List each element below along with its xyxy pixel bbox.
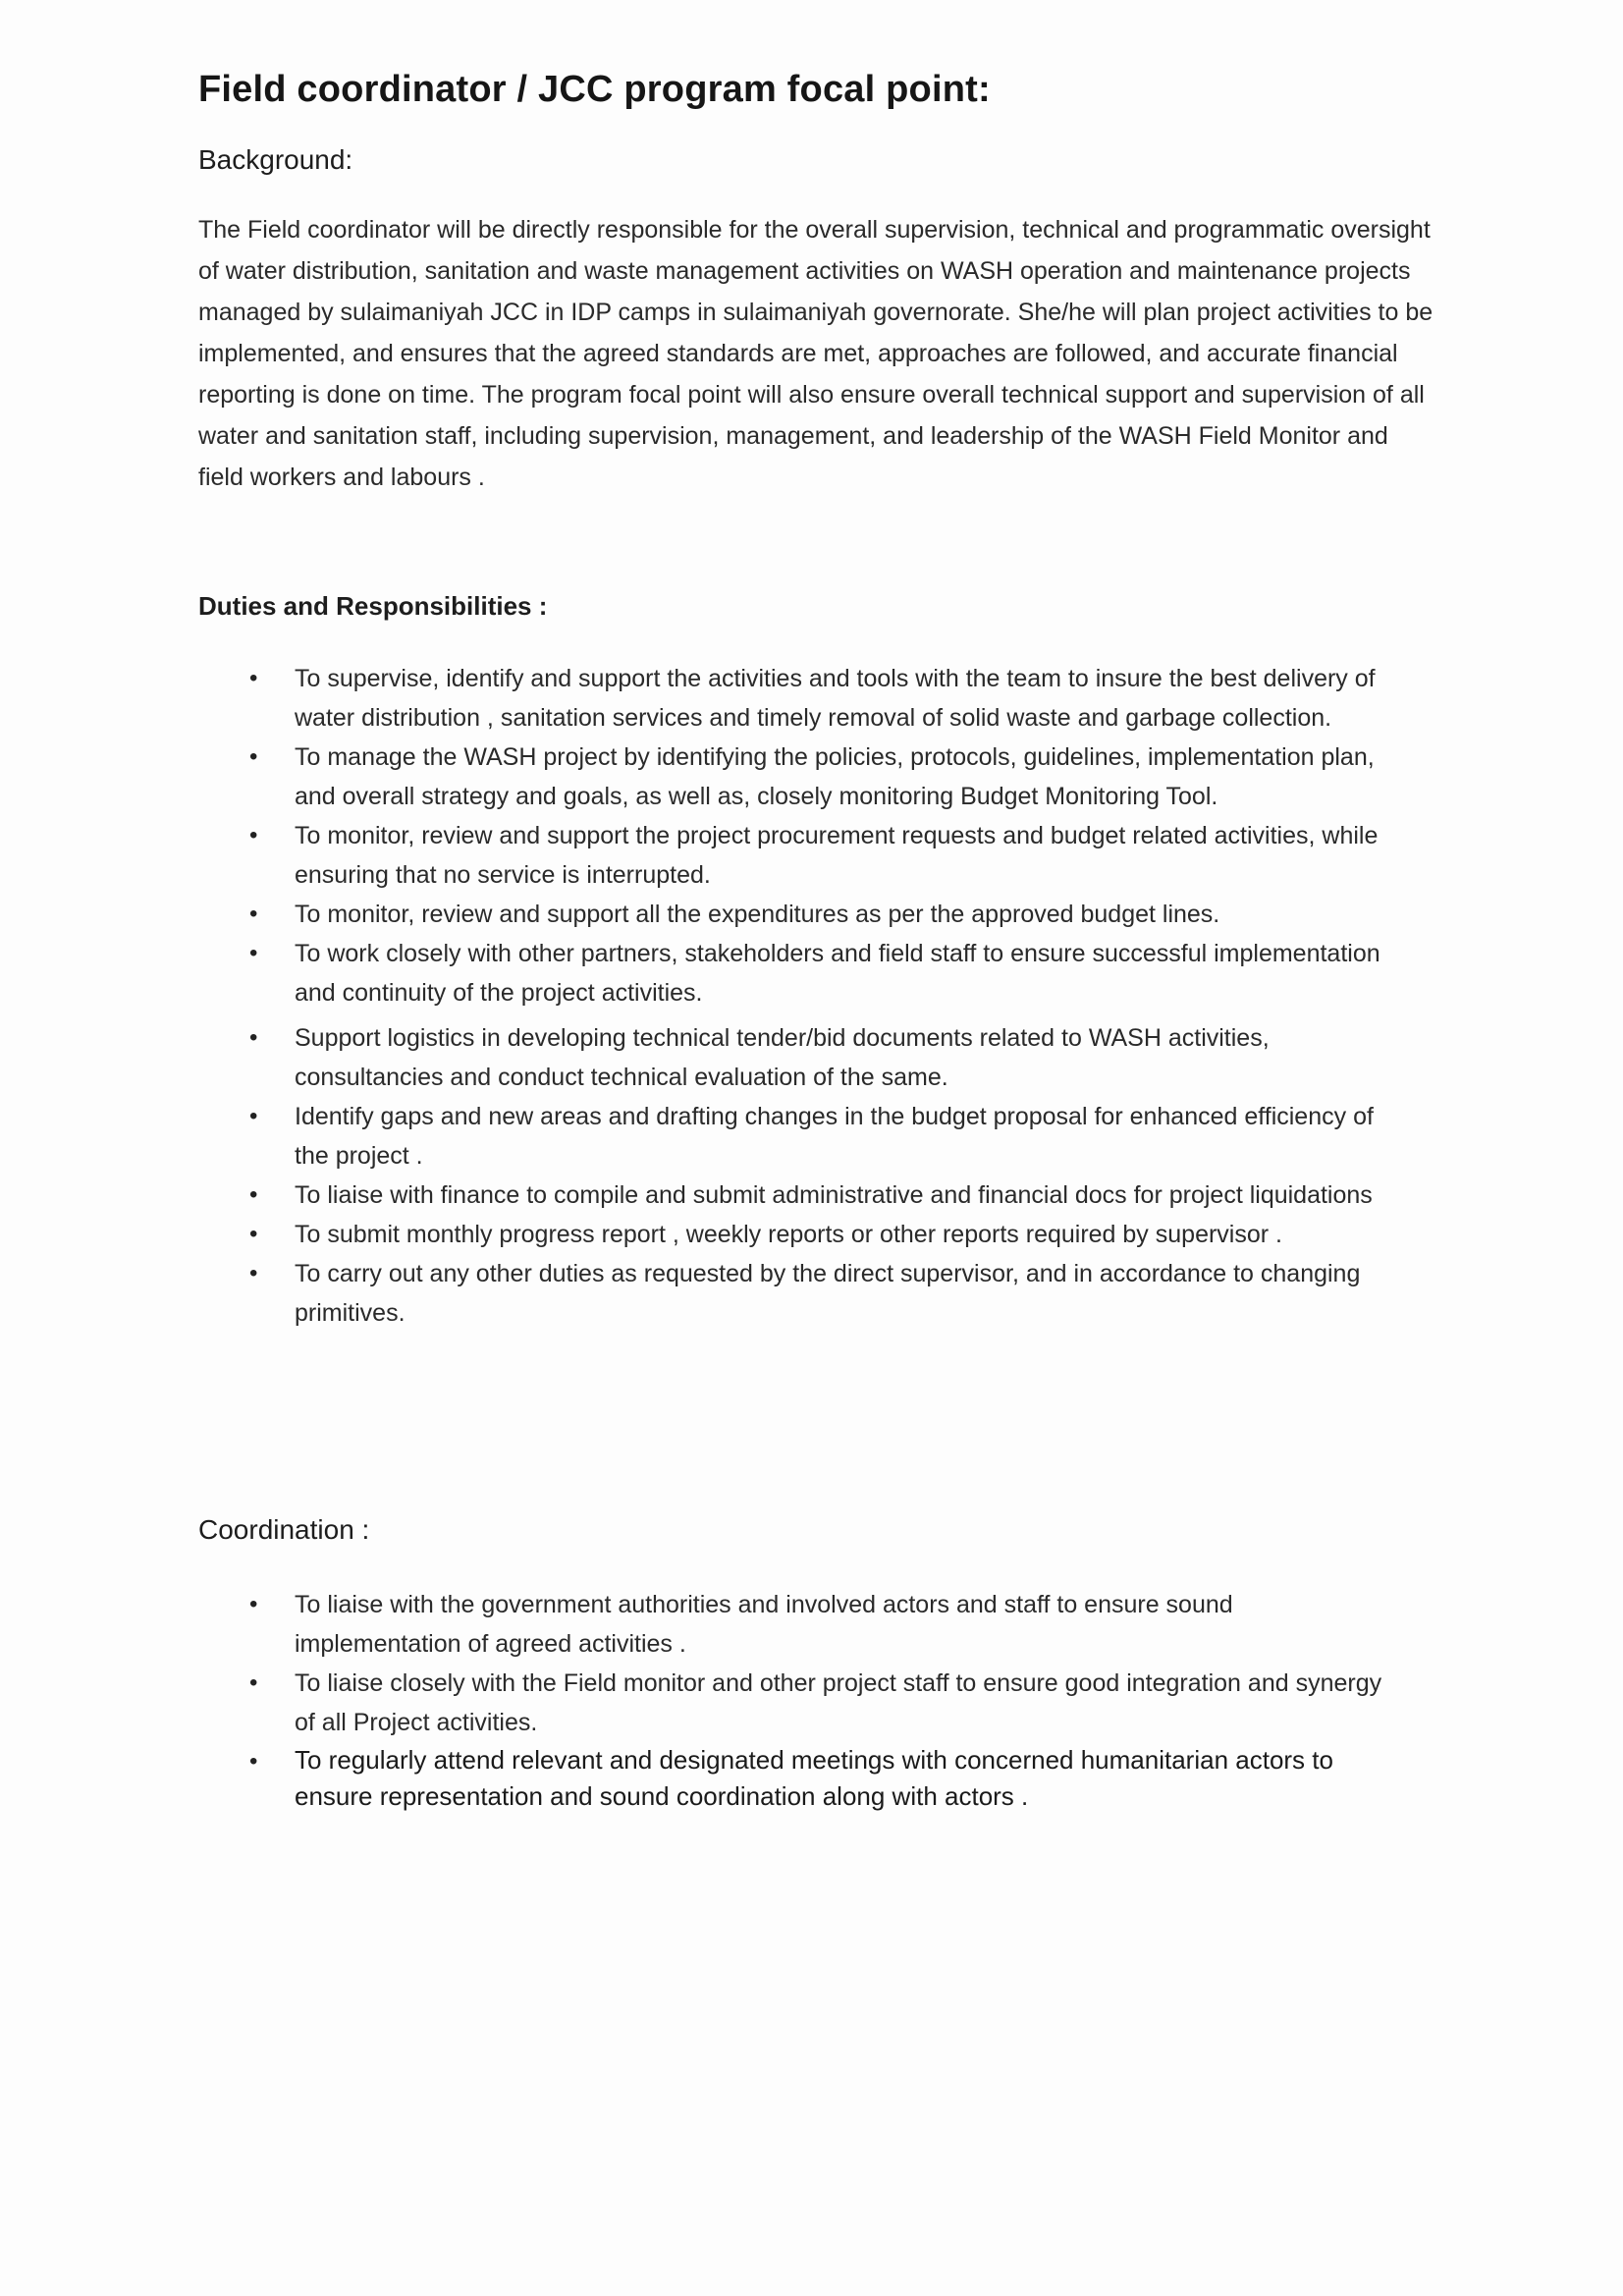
duties-list (198, 659, 1435, 1333)
bullet-icon: • (249, 743, 258, 770)
list-item (198, 1254, 1404, 1333)
bullet-icon: • (249, 665, 258, 691)
list-item (198, 816, 1404, 895)
bullet-icon: • (249, 1024, 258, 1051)
list-item (198, 1018, 1404, 1097)
list-item-text: To monitor, review and support the project procurement requests and budget related activities, while ensuring that no service is interrupted. (295, 822, 1379, 889)
document-content (198, 69, 1435, 1815)
bullet-icon: • (249, 1181, 258, 1208)
list-item (198, 895, 1404, 934)
list-item (198, 1585, 1404, 1664)
coordination-list (198, 1585, 1435, 1815)
list-item-text: To work closely with other partners, stakeholders and field staff to ensure successful implementation and continuity of the project activities. (295, 940, 1380, 1007)
list-item (198, 1664, 1404, 1742)
bullet-icon: • (249, 1591, 258, 1617)
bullet-icon: • (249, 940, 258, 966)
duties-heading: Duties and Responsibilities : (198, 591, 548, 621)
page-title: Field coordinator / JCC program focal point: (198, 69, 991, 110)
list-item (198, 1097, 1404, 1175)
bullet-icon: • (249, 901, 258, 927)
list-item-text: To submit monthly progress report , weekly reports or other reports required by supervisor . (295, 1221, 1282, 1248)
list-item-text: To supervise, identify and support the activities and tools with the team to insure the best delivery of water distribution , sanitation services and timely removal of solid waste and garbage collection. (295, 665, 1376, 732)
list-item-text: To liaise closely with the Field monitor and other project staff to ensure good integration and synergy of all Project activities. (295, 1669, 1382, 1736)
bullet-icon: • (249, 1221, 258, 1247)
bullet-icon: • (249, 1669, 258, 1696)
list-item (198, 659, 1404, 738)
list-item (198, 1215, 1404, 1254)
list-item-text: To monitor, review and support all the expenditures as per the approved budget lines. (295, 901, 1220, 928)
list-item-text: To liaise with the government authorities and involved actors and staff to ensure sound implementation of agreed activities . (295, 1591, 1233, 1658)
list-item-text: To manage the WASH project by identifying the policies, protocols, guidelines, implementation plan, and overall strategy and goals, as well as, closely monitoring Budget Monitoring Tool. (295, 743, 1375, 810)
bullet-icon: • (249, 1260, 258, 1286)
background-paragraph: The Field coordinator will be directly responsible for the overall supervision, technical and programmatic oversight of water distribution, sanitation and waste management activities on WASH operation and maintenance projects managed by sulaimaniyah JCC in IDP camps in sulaimaniyah governorate. She/he will plan project activities to be implemented, and ensures that the agreed standards are met, approaches are followed, and accurate financial reporting is done on time. The program focal point will also ensure overall technical support and supervision of all water and sanitation staff, including supervision, management, and leadership of the WASH Field Monitor and field workers and labours . (198, 216, 1434, 491)
list-item (198, 934, 1404, 1012)
list-item-text: To liaise with finance to compile and submit administrative and financial docs for project liquidations (295, 1181, 1373, 1209)
coordination-heading: Coordination : (198, 1514, 370, 1545)
bullet-icon: • (249, 822, 258, 848)
list-item (198, 738, 1404, 816)
list-item-text: To carry out any other duties as requested by the direct supervisor, and in accordance to changing primitives. (295, 1260, 1361, 1327)
background-heading: Background: (198, 144, 353, 175)
list-item (198, 1742, 1404, 1815)
list-item-text: Support logistics in developing technical tender/bid documents related to WASH activities, consultancies and conduct technical evaluation of the same. (295, 1024, 1270, 1091)
list-item-text: To regularly attend relevant and designated meetings with concerned humanitarian actors to ensure representation and sound coordination along with actors . (295, 1745, 1333, 1811)
bullet-icon: • (249, 1748, 258, 1775)
bullet-icon: • (249, 1103, 258, 1129)
list-item-text: Identify gaps and new areas and drafting changes in the budget proposal for enhanced efficiency of the project . (295, 1103, 1374, 1170)
list-item (198, 1175, 1404, 1215)
